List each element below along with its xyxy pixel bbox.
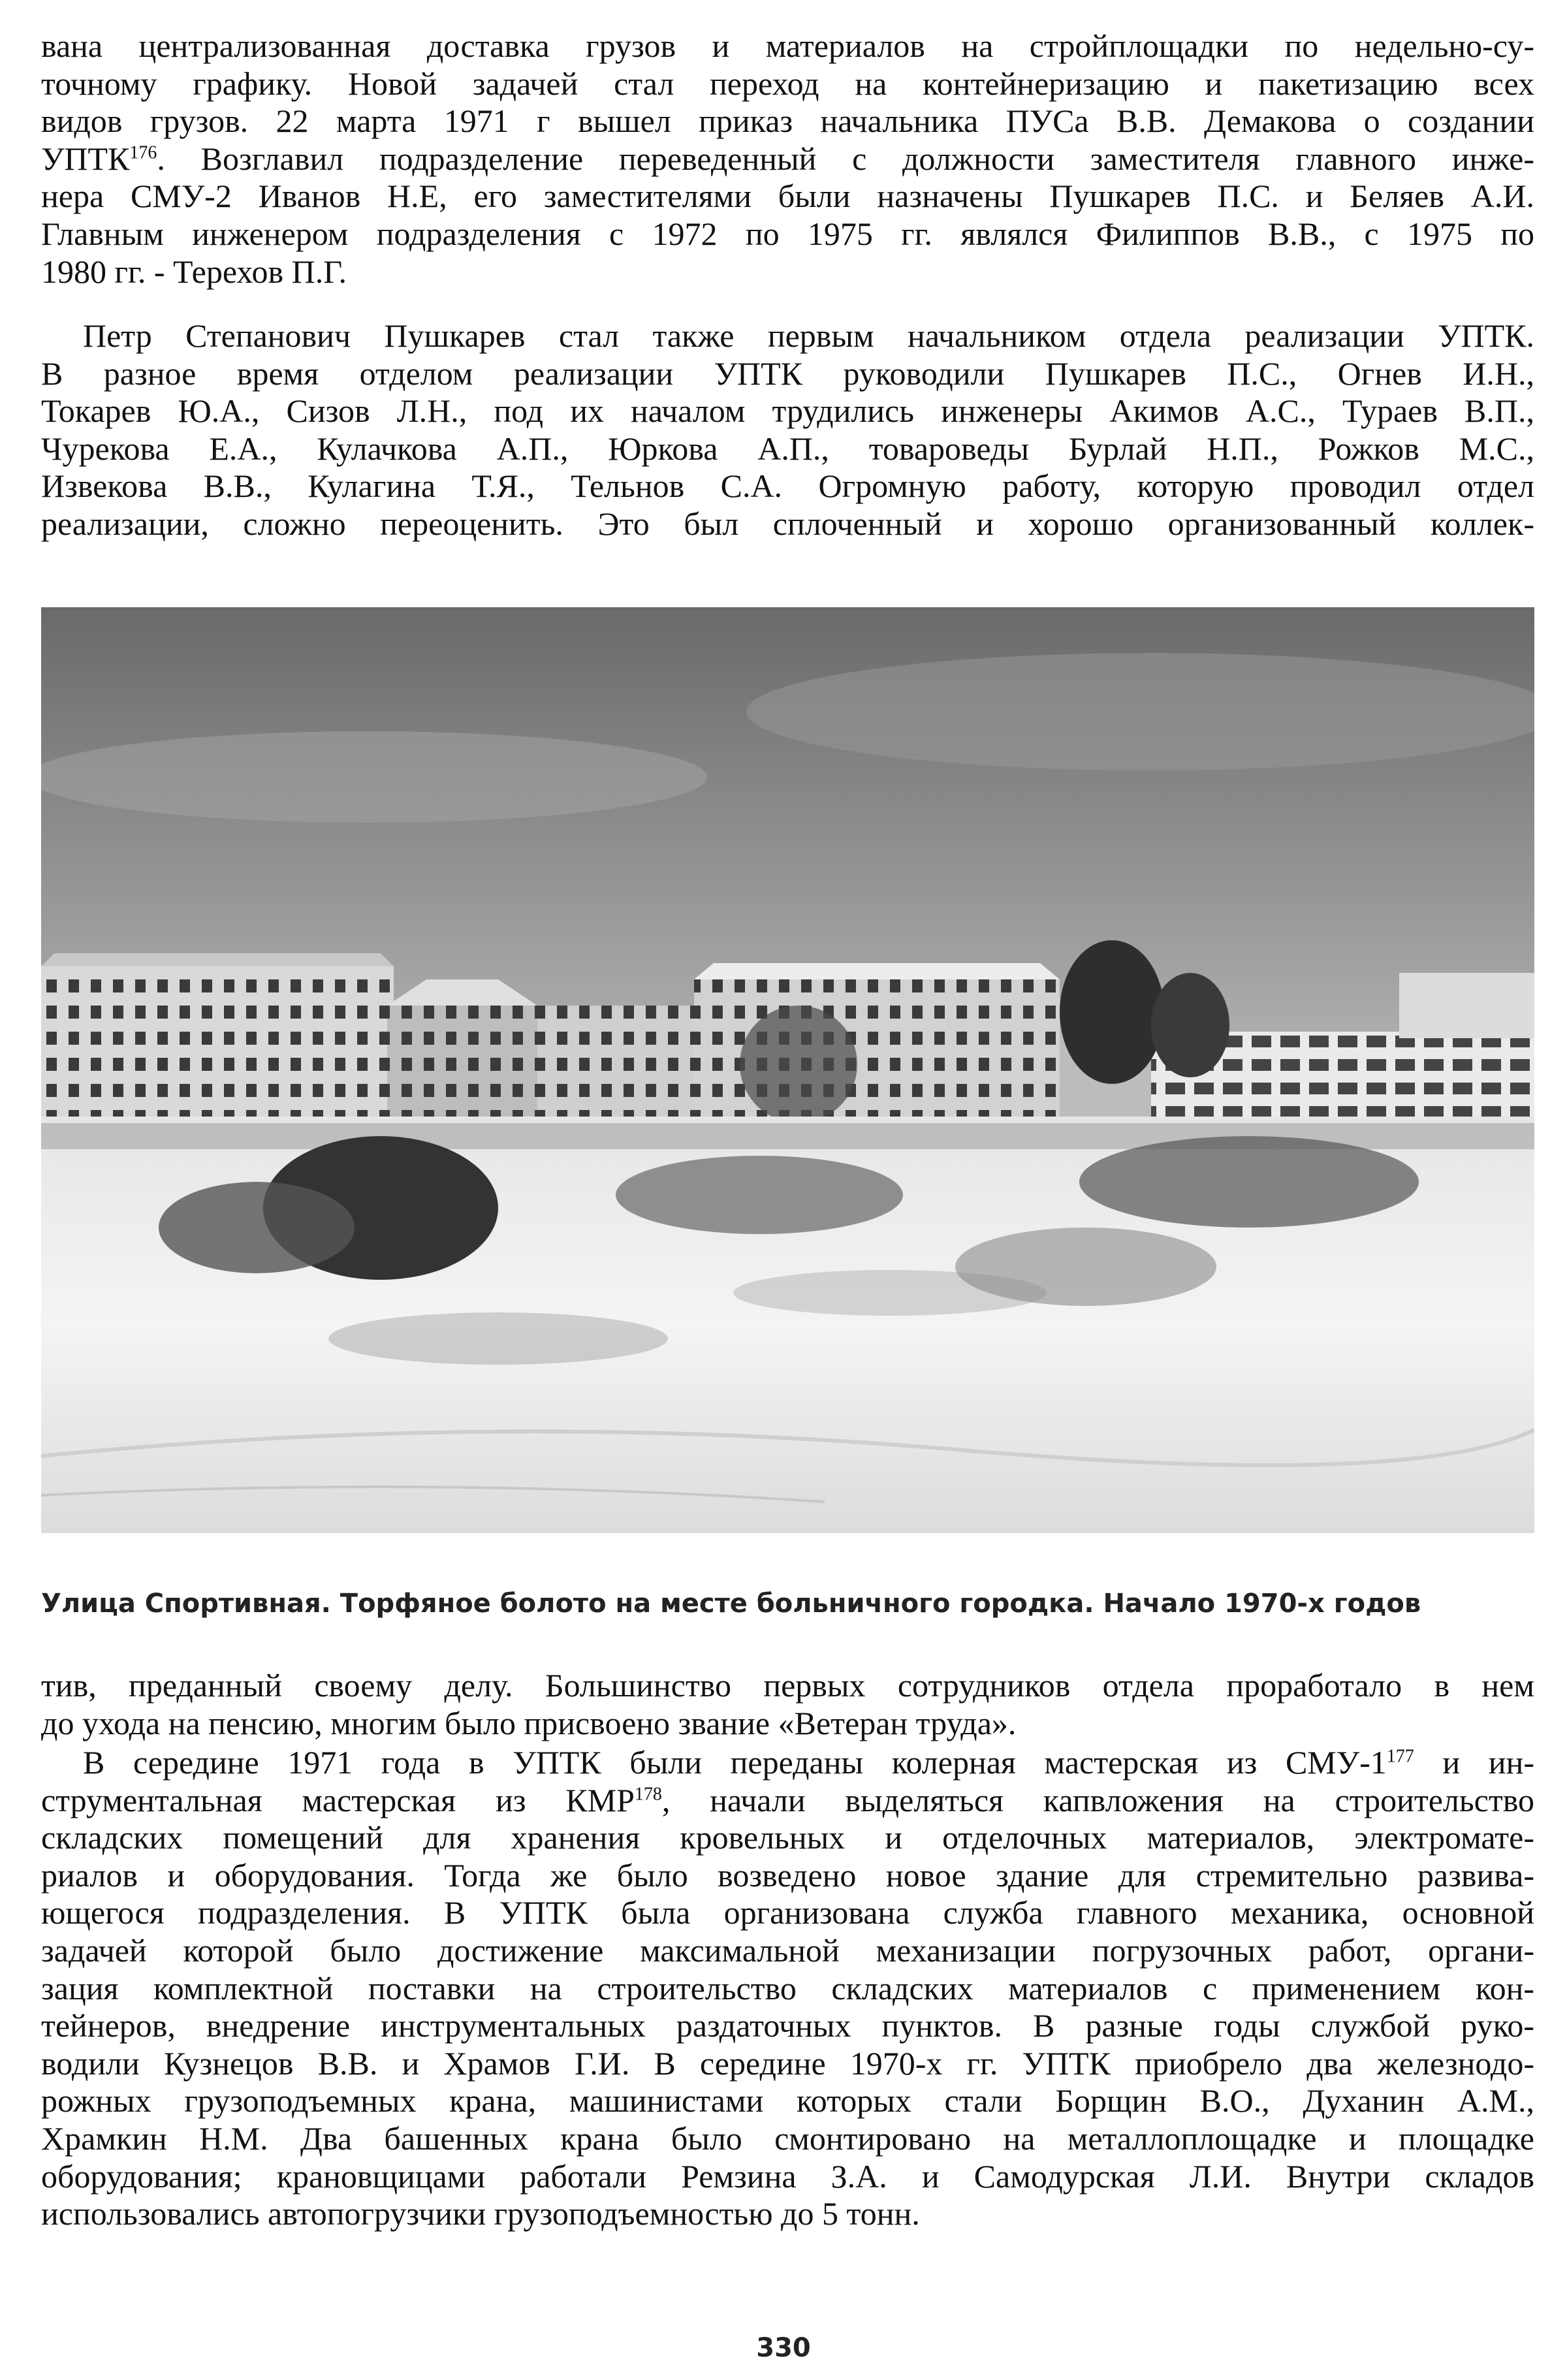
footnote-ref-177[interactable]: 177 [1386,1746,1414,1767]
footnote-ref-176[interactable]: 176 [129,142,157,163]
text-line: Извекова В.В., Кулагина Т.Я., Тельнов С.А. Огромную работу, которую проводил отдел [41,468,1534,505]
text-line: 1980 гг. - Терехов П.Г. [41,253,347,290]
paragraph-3 [41,1667,1534,1742]
page-number: 330 [756,2333,811,2363]
winter-street-photo [41,607,1534,1533]
text-line: Храмкин Н.М. Два башенных крана было смонтировано на металлоплощадке и площадке [41,2119,1534,2157]
text-line: вана централизованная доставка грузов и материалов на стройплощадки по недельно-су- [41,27,1534,64]
text-line: нера СМУ-2 Иванов Н.Е, его заместителями были назначены Пушкарев П.С. и Беляев А.И. [41,178,1534,215]
footnote-ref-178[interactable]: 178 [634,1783,662,1804]
text-line: Главным инженером подразделения с 1972 по 1975 гг. являлся Филиппов В.В., с 1975 по [41,215,1534,252]
text-line: до ухода на пенсию, многим было присвоено звание «Ветеран труда». [41,1704,1017,1741]
text-line: Петр Степанович Пушкарев стал также первым начальником отдела реализации УПТК. [83,317,1534,354]
text-line: задачей которой было достижение максимальной механизации погрузочных работ, органи- [41,1931,1534,1969]
text-line: зация комплектной поставки на строительство складских материалов с применением кон- [41,1969,1534,2007]
paragraph-1 [41,27,1534,291]
text-line: видов грузов. 22 марта 1971 г вышел приказ начальника ПУСа В.В. Демакова о создании [41,103,1534,140]
abbreviation-uptk: УПТК [41,140,130,177]
text-line: Чурекова Е.А., Кулачкова А.П., Юркова А.П., товароведы Бурлай Н.П., Рожков М.С., [41,430,1534,467]
paragraph-4 [41,1744,1534,2233]
text-line: УПТК$^{176}$. Возглавил подразделение переведенный с должности заместителя главного инже- [41,140,1535,177]
text-line: В середине 1971 года в УПТК были переданы колерная мастерская из СМУ-$1^{177}$ и ин- [83,1744,1534,1781]
text-line: тив, преданный своему делу. Большинство первых сотрудников отдела проработало в нем [41,1667,1534,1704]
text-line: В разное время отделом реализации УПТК руководили Пушкарев П.С., Огнев И.Н., [41,355,1534,392]
text-line: риалов и оборудования. Тогда же было возведено новое здание для стремительно развива- [41,1856,1534,1894]
text-line: реализации, сложно переоценить. Это был сплоченный и хорошо организованный коллек- [41,505,1534,542]
text-line: Токарев Ю.А., Сизов Л.Н., под их началом трудились инженеры Акимов А.С., Тураев В.П., [41,392,1534,430]
text-line: оборудования; крановщицами работали Ремзина З.А. и Самодурская Л.И. Внутри складов [41,2157,1534,2195]
text-line: рожных грузоподъемных крана, машинистами которых стали Борщин В.О., Духанин А.М., [41,2082,1534,2119]
paragraph-2 [41,317,1534,543]
text-line: струментальная мастерская из КМР$^{178}$, начали выделяться капвложения на строительство [41,1781,1534,1818]
text-line: складских помещений для хранения кровельных и отделочных материалов, электромате- [41,1819,1534,1856]
photo-caption: Улица Спортивная. Торфяное болото на месте больничного городка. Начало 1970-х годов [41,1589,1421,1619]
text-line: использовались автопогрузчики грузоподъемностью до 5 тонн. [41,2195,920,2232]
photo-illustration [41,607,1534,1533]
text-line: тейнеров, внедрение инструментальных раздаточных пунктов. В разные годы службой руко- [41,2007,1534,2044]
text-line: ющегося подразделения. В УПТК была организована служба главного механика, основной [41,1894,1534,1931]
text-line: точному графику. Новой задачей стал переход на контейнеризацию и пакетизацию всех [41,65,1534,102]
text-line: водили Кузнецов В.В. и Храмов Г.И. В середине 1970-х гг. УПТК приобрело два железнодо- [41,2044,1534,2082]
